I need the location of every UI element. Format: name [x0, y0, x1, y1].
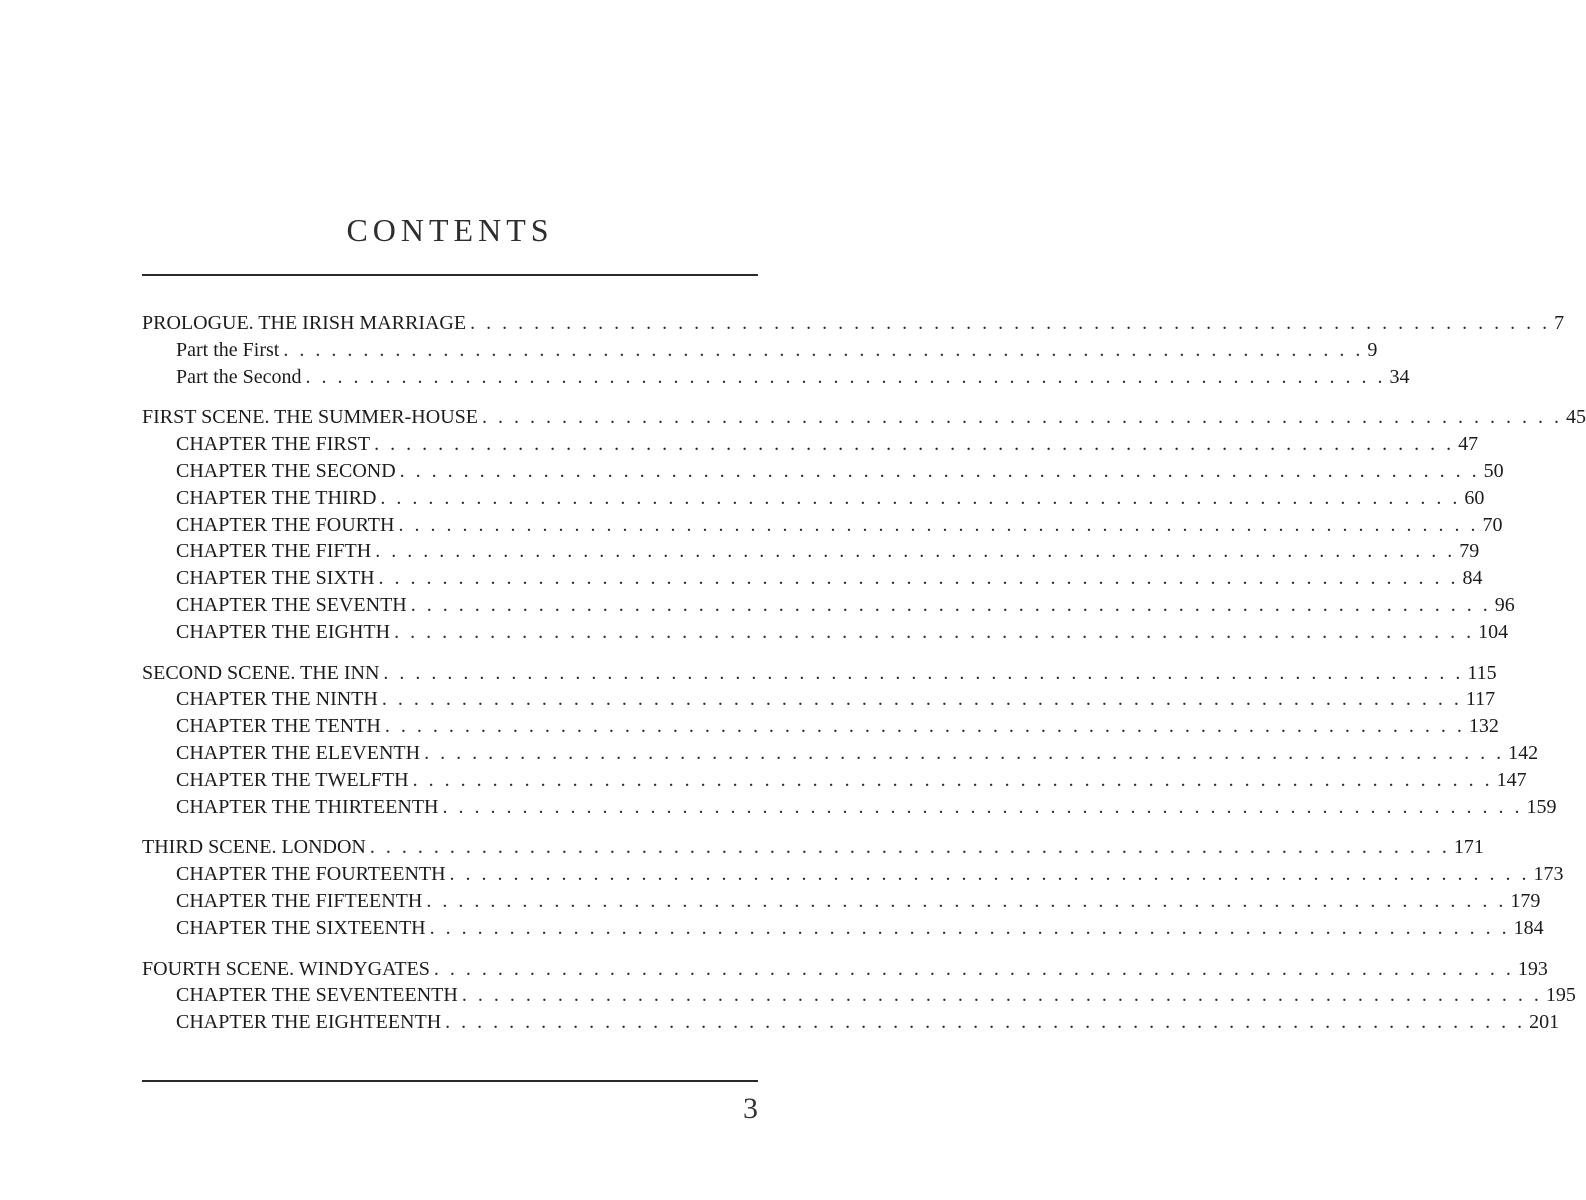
chapter-title: Part the First [176, 338, 280, 361]
toc-entry [142, 431, 1479, 458]
toc-entry [142, 458, 1504, 485]
section-title: SECOND SCENE. THE INN [142, 661, 380, 684]
page-ref: 201 [1529, 1011, 1560, 1034]
toc-section [142, 310, 1565, 390]
chapter-title: CHAPTER THE THIRTEENTH [176, 795, 439, 818]
page-ref: 70 [1482, 513, 1503, 536]
chapter-title: CHAPTER THE SIXTEENTH [176, 916, 426, 939]
page-ref: 173 [1533, 863, 1564, 886]
section-title: FOURTH SCENE. WINDYGATES [142, 957, 430, 980]
toc-entry [142, 888, 1541, 915]
page-ref: 34 [1389, 365, 1410, 388]
dot-leader: . . . . . . . . . . . . . . . . . . . . . . . . . . . . . . . . . . . . . . . . . . . . . . . . . . . . . . . . . . . . . . . . . . . . [442, 795, 1523, 818]
page-ref: 179 [1510, 889, 1541, 912]
section-title: FIRST SCENE. THE SUMMER-HOUSE [142, 406, 478, 429]
dot-leader: . . . . . . . . . . . . . . . . . . . . . . . . . . . . . . . . . . . . . . . . . . . . . . . . . . . . . . . . . . . . . . . . . . . . [461, 984, 1542, 1007]
dot-leader: . . . . . . . . . . . . . . . . . . . . . . . . . . . . . . . . . . . . . . . . . . . . . . . . . . . . . . . . . . . . . . . . . . . . [470, 312, 1551, 334]
page-ref: 193 [1517, 957, 1548, 980]
dot-leader: . . . . . . . . . . . . . . . . . . . . . . . . . . . . . . . . . . . . . . . . . . . . . . . . . . . . . . . . . . . . . . . . . . . . [449, 863, 1530, 886]
toc-entry [142, 794, 1557, 821]
dot-leader: . . . . . . . . . . . . . . . . . . . . . . . . . . . . . . . . . . . . . . . . . . . . . . . . . . . . . . . . . . . . . . . . . . . . [433, 957, 1514, 980]
toc-entry [142, 713, 1499, 740]
page-ref: 84 [1462, 567, 1483, 590]
chapter-title: CHAPTER THE TWELFTH [176, 768, 409, 791]
dot-leader: . . . . . . . . . . . . . . . . . . . . . . . . . . . . . . . . . . . . . . . . . . . . . . . . . . . . . . . . . . . . . . . . . . . . [283, 338, 1364, 361]
page-number: 3 [743, 1092, 758, 1125]
toc-entry [142, 337, 1378, 364]
toc-entry [142, 538, 1480, 565]
chapter-title: CHAPTER THE TENTH [176, 715, 381, 738]
toc-section [142, 956, 1576, 1036]
dot-leader: . . . . . . . . . . . . . . . . . . . . . . . . . . . . . . . . . . . . . . . . . . . . . . . . . . . . . . . . . . . . . . . . . . . . [410, 593, 1491, 616]
dot-leader: . . . . . . . . . . . . . . . . . . . . . . . . . . . . . . . . . . . . . . . . . . . . . . . . . . . . . . . . . . . . . . . . . . . . [398, 513, 1479, 536]
dot-leader: . . . . . . . . . . . . . . . . . . . . . . . . . . . . . . . . . . . . . . . . . . . . . . . . . . . . . . . . . . . . . . . . . . . . [394, 620, 1475, 643]
chapter-title: CHAPTER THE FIRST [176, 433, 371, 456]
page-ref: 115 [1467, 661, 1497, 684]
dot-leader: . . . . . . . . . . . . . . . . . . . . . . . . . . . . . . . . . . . . . . . . . . . . . . . . . . . . . . . . . . . . . . . . . . . . [384, 715, 1465, 738]
chapter-title: CHAPTER THE SEVENTH [176, 593, 407, 616]
toc-entry [142, 485, 1485, 512]
toc-section [142, 660, 1557, 821]
dot-leader: . . . . . . . . . . . . . . . . . . . . . . . . . . . . . . . . . . . . . . . . . . . . . . . . . . . . . . . . . . . . . . . . . . . . [429, 916, 1510, 939]
dot-leader: . . . . . . . . . . . . . . . . . . . . . . . . . . . . . . . . . . . . . . . . . . . . . . . . . . . . . . . . . . . . . . . . . . . . [412, 768, 1493, 791]
dot-leader: . . . . . . . . . . . . . . . . . . . . . . . . . . . . . . . . . . . . . . . . . . . . . . . . . . . . . . . . . . . . . . . . . . . . [426, 889, 1507, 912]
chapter-title: Part the Second [176, 365, 302, 388]
toc-section [142, 834, 1564, 941]
toc-entry [142, 686, 1496, 713]
toc-section-heading [142, 956, 1548, 983]
chapter-title: CHAPTER THE SIXTH [176, 567, 375, 590]
page-ref: 79 [1459, 540, 1480, 563]
table-of-contents [142, 310, 1586, 1050]
dot-leader: . . . . . . . . . . . . . . . . . . . . . . . . . . . . . . . . . . . . . . . . . . . . . . . . . . . . . . . . . . . . . . . . . . . . [383, 661, 1464, 684]
page-ref: 96 [1494, 593, 1515, 616]
dot-leader: . . . . . . . . . . . . . . . . . . . . . . . . . . . . . . . . . . . . . . . . . . . . . . . . . . . . . . . . . . . . . . . . . . . . [424, 741, 1505, 764]
toc-section-heading [142, 310, 1565, 337]
dot-leader: . . . . . . . . . . . . . . . . . . . . . . . . . . . . . . . . . . . . . . . . . . . . . . . . . . . . . . . . . . . . . . . . . . . . [380, 486, 1461, 509]
page-ref: 147 [1496, 768, 1527, 791]
toc-entry [142, 915, 1544, 942]
toc-entry [142, 740, 1539, 767]
toc-section [142, 404, 1586, 645]
page-ref: 104 [1478, 620, 1509, 643]
page-ref: 142 [1508, 741, 1539, 764]
dot-leader: . . . . . . . . . . . . . . . . . . . . . . . . . . . . . . . . . . . . . . . . . . . . . . . . . . . . . . . . . . . . . . . . . . . . [375, 540, 1456, 563]
chapter-title: CHAPTER THE EIGHTEENTH [176, 1011, 442, 1034]
bottom-rule [142, 1080, 758, 1082]
chapter-title: CHAPTER THE FIFTH [176, 540, 372, 563]
chapter-title: CHAPTER THE ELEVENTH [176, 741, 421, 764]
section-title: THIRD SCENE. LONDON [142, 836, 366, 859]
dot-leader: . . . . . . . . . . . . . . . . . . . . . . . . . . . . . . . . . . . . . . . . . . . . . . . . . . . . . . . . . . . . . . . . . . . . [445, 1011, 1526, 1034]
dot-leader: . . . . . . . . . . . . . . . . . . . . . . . . . . . . . . . . . . . . . . . . . . . . . . . . . . . . . . . . . . . . . . . . . . . . [481, 406, 1562, 429]
page-ref: 60 [1464, 486, 1485, 509]
dot-leader: . . . . . . . . . . . . . . . . . . . . . . . . . . . . . . . . . . . . . . . . . . . . . . . . . . . . . . . . . . . . . . . . . . . . [399, 459, 1480, 482]
top-rule [142, 274, 758, 276]
page-ref: 50 [1483, 459, 1504, 482]
page-ref: 132 [1468, 715, 1499, 738]
page-ref: 45 [1565, 406, 1586, 429]
toc-entry [142, 565, 1483, 592]
section-title: PROLOGUE. THE IRISH MARRIAGE [142, 312, 467, 334]
chapter-title: CHAPTER THE SECOND [176, 459, 396, 482]
page-ref: 117 [1465, 688, 1496, 711]
page-ref: 195 [1545, 984, 1576, 1007]
toc-section-heading [142, 404, 1586, 431]
toc-section-heading [142, 834, 1484, 861]
page-ref: 7 [1554, 312, 1565, 334]
toc-entry [142, 861, 1564, 888]
page-ref: 159 [1526, 795, 1557, 818]
toc-section-heading [142, 660, 1497, 687]
page-title: CONTENTS [346, 212, 554, 248]
chapter-title: CHAPTER THE FOURTH [176, 513, 395, 536]
chapter-title: CHAPTER THE FOURTEENTH [176, 863, 446, 886]
toc-entry [142, 364, 1410, 391]
page-ref: 47 [1458, 433, 1479, 456]
page-ref: 184 [1513, 916, 1544, 939]
toc-entry [142, 767, 1527, 794]
toc-entry [142, 512, 1503, 539]
chapter-title: CHAPTER THE THIRD [176, 486, 377, 509]
chapter-title: CHAPTER THE FIFTEENTH [176, 889, 423, 912]
dot-leader: . . . . . . . . . . . . . . . . . . . . . . . . . . . . . . . . . . . . . . . . . . . . . . . . . . . . . . . . . . . . . . . . . . . . [305, 365, 1386, 388]
toc-entry [142, 1009, 1560, 1036]
chapter-title: CHAPTER THE SEVENTEENTH [176, 984, 458, 1007]
toc-entry [142, 592, 1515, 619]
toc-entry [142, 982, 1576, 1009]
dot-leader: . . . . . . . . . . . . . . . . . . . . . . . . . . . . . . . . . . . . . . . . . . . . . . . . . . . . . . . . . . . . . . . . . . . . [369, 836, 1450, 859]
toc-entry [142, 619, 1509, 646]
dot-leader: . . . . . . . . . . . . . . . . . . . . . . . . . . . . . . . . . . . . . . . . . . . . . . . . . . . . . . . . . . . . . . . . . . . . [381, 688, 1462, 711]
chapter-title: CHAPTER THE NINTH [176, 688, 378, 711]
page-ref: 9 [1367, 338, 1378, 361]
dot-leader: . . . . . . . . . . . . . . . . . . . . . . . . . . . . . . . . . . . . . . . . . . . . . . . . . . . . . . . . . . . . . . . . . . . . [374, 433, 1455, 456]
dot-leader: . . . . . . . . . . . . . . . . . . . . . . . . . . . . . . . . . . . . . . . . . . . . . . . . . . . . . . . . . . . . . . . . . . . . [378, 567, 1459, 590]
chapter-title: CHAPTER THE EIGHTH [176, 620, 391, 643]
page-ref: 171 [1453, 836, 1484, 859]
